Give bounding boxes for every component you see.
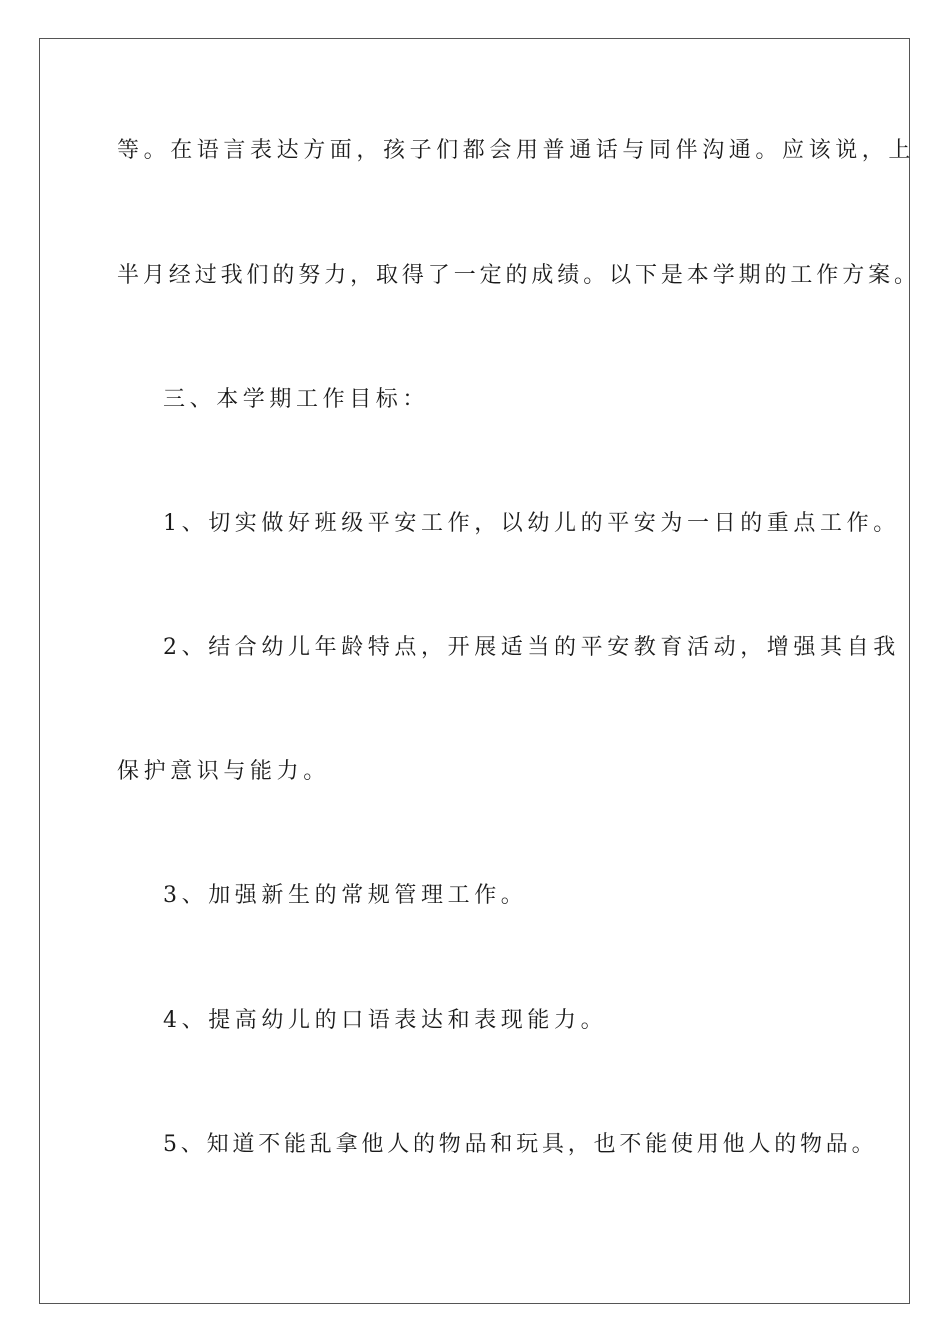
section-heading-goals: 三、本学期工作目标： bbox=[163, 387, 430, 412]
goal-item-1: 1、切实做好班级平安工作，以幼儿的平安为一日的重点工作。 bbox=[163, 511, 900, 536]
goal-item-4: 4、提高幼儿的口语表达和表现能力。 bbox=[163, 1008, 608, 1033]
paragraph-line-continuation: 等。在语言表达方面，孩子们都会用普通话与同伴沟通。应该说，上 bbox=[117, 138, 916, 163]
paragraph-line-plan-intro: 半月经过我们的努力，取得了一定的成绩。以下是本学期的工作方案。 bbox=[117, 263, 920, 288]
goal-item-3: 3、加强新生的常规管理工作。 bbox=[163, 883, 528, 908]
page-border bbox=[39, 38, 910, 1304]
goal-item-5: 5、知道不能乱拿他人的物品和玩具，也不能使用他人的物品。 bbox=[163, 1132, 878, 1157]
goal-item-2: 2、结合幼儿年龄特点，开展适当的平安教育活动，增强其自我 bbox=[163, 635, 900, 660]
goal-item-2-continued: 保护意识与能力。 bbox=[117, 759, 330, 784]
